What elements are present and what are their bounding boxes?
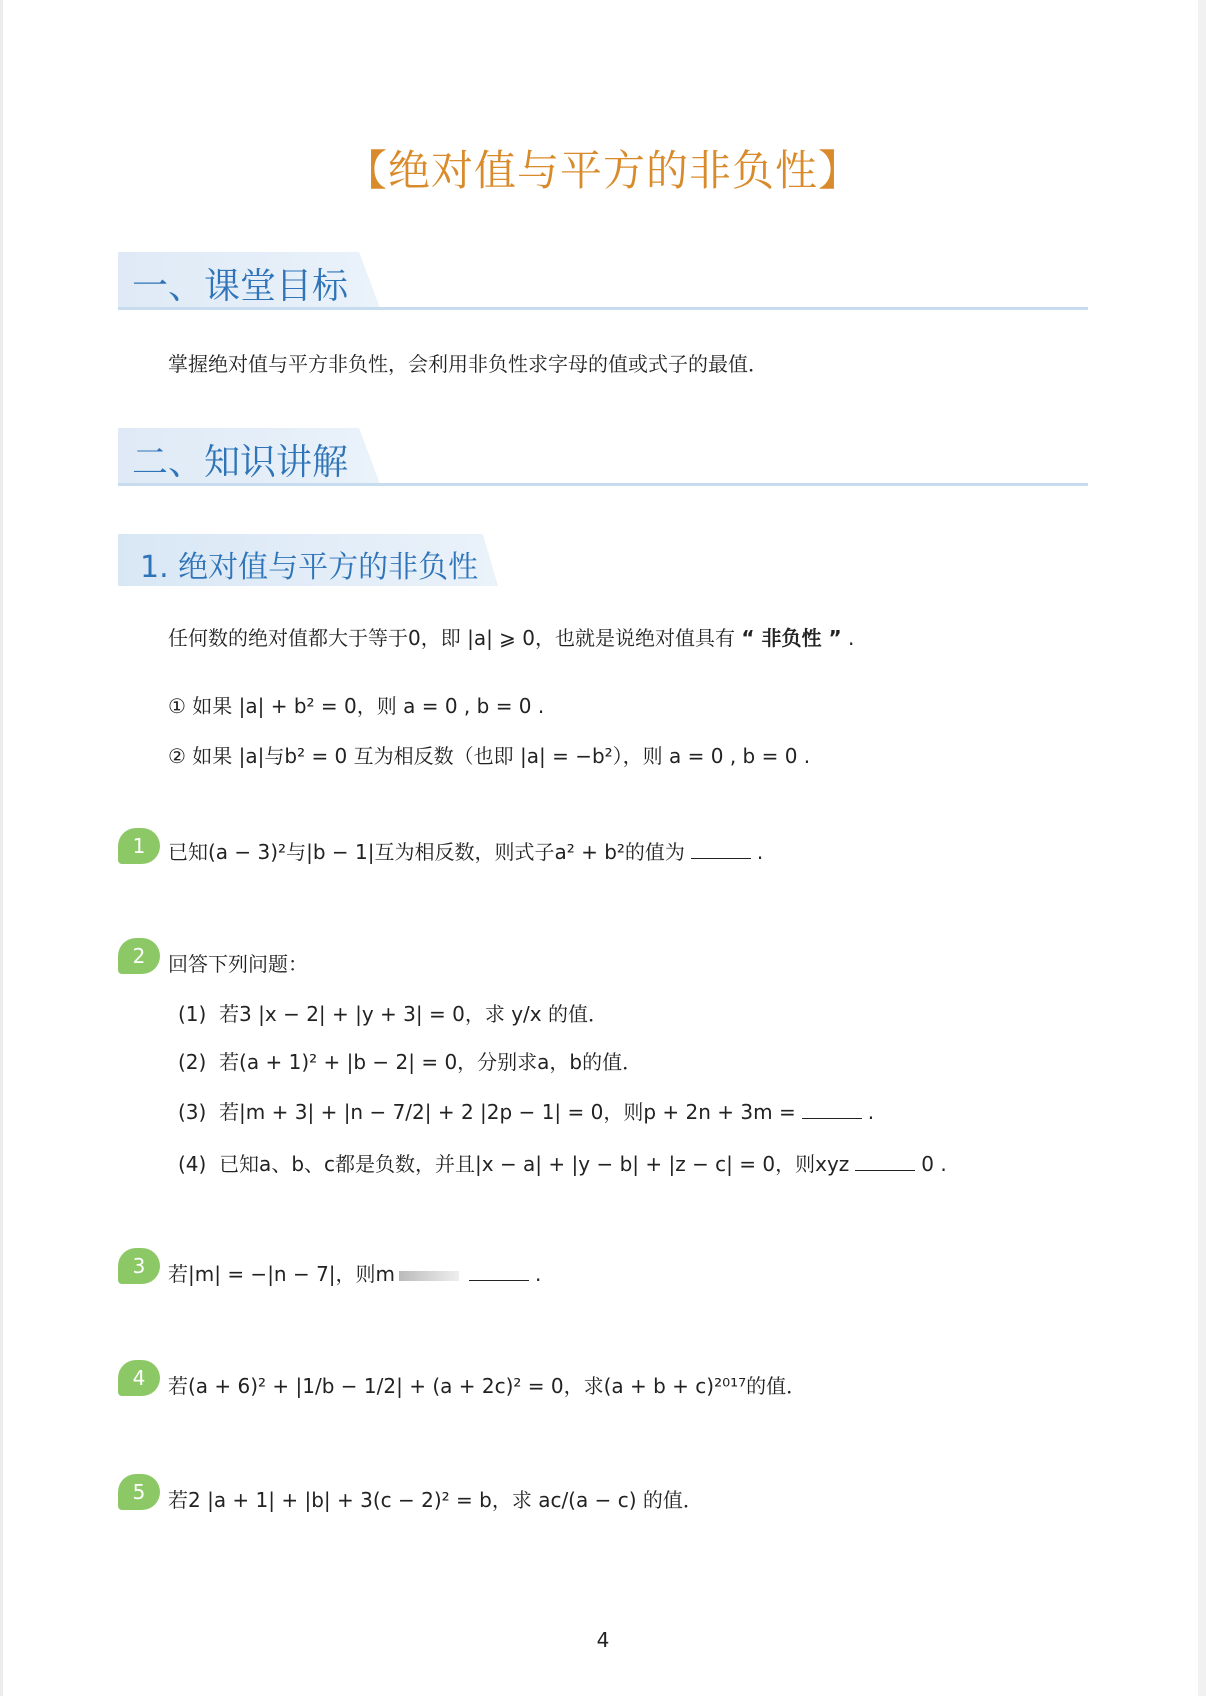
part-text: 若|m + 3| + |n − 7/2| + 2 |2p − 1| = 0，则p + 2n + 3m = <box>219 1100 796 1124</box>
problem-number-badge: 1 <box>118 828 160 864</box>
intro-end: . <box>847 626 855 650</box>
part-label: (4) <box>178 1152 207 1176</box>
part-text: 已知a、b、c都是负数，并且|x − a| + |y − b| + |z − c| = 0，则xyz <box>219 1152 850 1176</box>
part-tail: . <box>867 1100 875 1124</box>
problem-number-badge: 3 <box>118 1248 160 1284</box>
answer-blank <box>802 1118 862 1119</box>
problem-5: 若2 |a + 1| + |b| + 3(c − 2)² = b，求 ac/(a − c) 的值． <box>168 1488 703 1512</box>
section1-text: 掌握绝对值与平方非负性，会利用非负性求字母的值或式子的最值． <box>168 352 768 376</box>
intro-text: 任何数的绝对值都大于等于0，即 |a| ⩾ 0，也就是说绝对值具有 <box>168 626 736 650</box>
section1-rule <box>118 307 1088 310</box>
section2-rule <box>118 483 1088 486</box>
section2-title: 二、知识讲解 <box>132 442 349 483</box>
part-label: (2) <box>178 1050 207 1074</box>
problem-2: 回答下列问题： <box>168 952 308 976</box>
part-text: 若3 |x − 2| + |y + 3| = 0，求 y/x 的值． <box>219 1002 608 1026</box>
part-label: (1) <box>178 1002 207 1026</box>
problem-2-part-2 <box>178 1046 642 1075</box>
problem-1 <box>168 836 763 865</box>
subsection-intro <box>168 622 854 651</box>
blurred-region <box>399 1271 459 1281</box>
page-title: 【绝对值与平方的非负性】 <box>344 146 861 195</box>
problem-number-badge: 5 <box>118 1474 160 1510</box>
problem-4: 若(a + 6)² + |1/b − 1/2| + (a + 2c)² = 0，求(a + b + c)²⁰¹⁷的值． <box>168 1374 807 1398</box>
problem-number-badge: 4 <box>118 1360 160 1396</box>
problem-1-text: 已知(a − 3)²与|b − 1|互为相反数，则式子a² + b²的值为 <box>168 840 685 864</box>
problem-2-part-3 <box>178 1096 874 1125</box>
part-label: (3) <box>178 1100 207 1124</box>
problem-1-tail: . <box>756 840 764 864</box>
page-edge-right <box>1198 0 1206 1696</box>
answer-blank <box>469 1280 529 1281</box>
answer-blank <box>855 1170 915 1171</box>
point-2: ② 如果 |a|与b² = 0 互为相反数（也即 |a| = −b²），则 a = 0 , b = 0 . <box>168 744 811 768</box>
part-tail: 0 . <box>921 1152 947 1176</box>
problem-3-text: 若|m| = −|n − 7|，则m <box>168 1262 396 1286</box>
subsection-title: 1. 绝对值与平方的非负性 <box>140 550 479 585</box>
problem-2-part-4 <box>178 1148 947 1177</box>
problem-3 <box>168 1258 541 1287</box>
page-number: 4 <box>596 1628 610 1652</box>
problem-2-part-1 <box>178 998 608 1027</box>
page-edge-left <box>0 0 3 1696</box>
answer-blank <box>691 858 751 859</box>
problem-3-tail: . <box>535 1262 542 1286</box>
problem-number-badge: 2 <box>118 938 160 974</box>
point-1: ① 如果 |a| + b² = 0，则 a = 0 , b = 0 . <box>168 694 545 718</box>
section1-title: 一、课堂目标 <box>132 266 349 307</box>
intro-bold: “ 非负性 ” <box>741 626 842 650</box>
part-text: 若(a + 1)² + |b − 2| = 0，分别求a，b的值． <box>219 1050 643 1074</box>
